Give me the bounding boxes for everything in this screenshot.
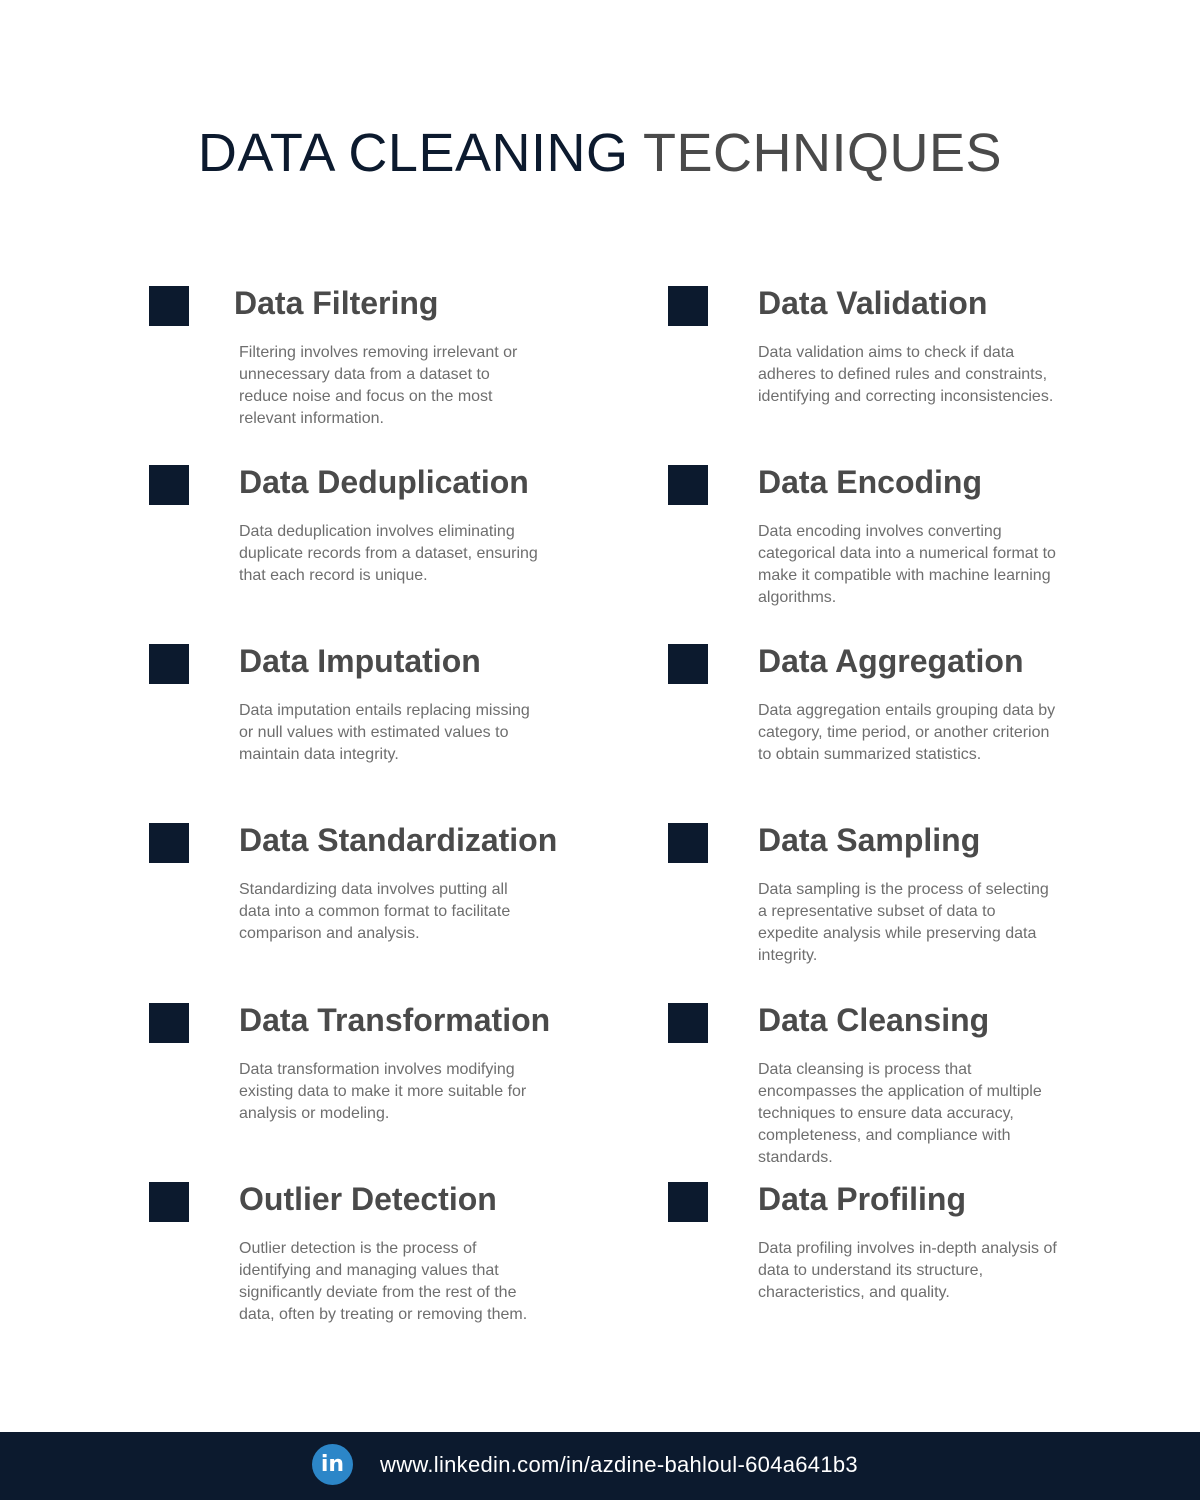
- square-bullet-icon: [668, 823, 708, 863]
- technique-heading: Data Deduplication: [239, 464, 529, 500]
- technique-description: Data sampling is the process of selecting a representative subset of data to expedite analysis while preserving data integrity.: [758, 881, 1049, 964]
- technique-heading: Data Transformation: [239, 1002, 551, 1038]
- technique-description: Data transformation involves modifying existing data to make it more suitable for analysis or modeling.: [239, 1061, 527, 1122]
- square-bullet-icon: [668, 1003, 708, 1043]
- technique-heading: Data Sampling: [758, 822, 981, 858]
- technique-heading: Data Validation: [758, 285, 988, 321]
- square-bullet-icon: [149, 286, 189, 326]
- technique-description: Data deduplication involves eliminating duplicate records from a dataset, ensuring that each record is unique.: [239, 523, 538, 584]
- title-part-2: TECHNIQUES: [643, 123, 1003, 183]
- technique-heading: Data Cleansing: [758, 1002, 990, 1038]
- technique-description: Standardizing data involves putting all data into a common format to facilitate comparison and analysis.: [239, 881, 511, 942]
- footer-bar: [0, 1432, 1200, 1500]
- square-bullet-icon: [668, 465, 708, 505]
- technique-description: Filtering involves removing irrelevant or unnecessary data from a dataset to reduce noise and focus on the most relevant information.: [239, 344, 518, 427]
- square-bullet-icon: [668, 1182, 708, 1222]
- technique-description: Data aggregation entails grouping data by category, time period, or another criterion to obtain summarized statistics.: [758, 702, 1056, 763]
- page-title: [0, 118, 1200, 188]
- technique-description: Data validation aims to check if data adheres to defined rules and constraints, identifying and correcting inconsistencies.: [758, 344, 1054, 405]
- technique-heading: Data Aggregation: [758, 643, 1024, 679]
- technique-heading: Outlier Detection: [239, 1181, 497, 1217]
- technique-heading: Data Encoding: [758, 464, 983, 500]
- technique-heading: Data Profiling: [758, 1181, 967, 1217]
- square-bullet-icon: [149, 1182, 189, 1222]
- square-bullet-icon: [149, 644, 189, 684]
- technique-heading: Data Filtering: [234, 285, 439, 321]
- square-bullet-icon: [149, 1003, 189, 1043]
- square-bullet-icon: [149, 823, 189, 863]
- square-bullet-icon: [149, 465, 189, 505]
- technique-description: Data imputation entails replacing missing or null values with estimated values to maintain data integrity.: [239, 702, 530, 763]
- technique-description: Data profiling involves in-depth analysis of data to understand its structure, characteristics, and quality.: [758, 1240, 1057, 1301]
- title-part-1: DATA CLEANING: [197, 123, 629, 183]
- linkedin-icon[interactable]: in: [312, 1444, 353, 1485]
- technique-description: Outlier detection is the process of identifying and managing values that significantly deviate from the rest of the data, often by treating or removing them.: [239, 1240, 528, 1323]
- technique-heading: Data Imputation: [239, 643, 481, 679]
- square-bullet-icon: [668, 286, 708, 326]
- technique-heading: Data Standardization: [239, 822, 558, 858]
- linkedin-profile-link[interactable]: www.linkedin.com/in/azdine-bahloul-604a641b3: [380, 1452, 858, 1477]
- technique-description: Data encoding involves converting categorical data into a numerical format to make it compatible with machine learning algorithms.: [758, 523, 1056, 606]
- technique-description: Data cleansing is process that encompasses the application of multiple techniques to ensure data accuracy, completeness, and compliance with standards.: [758, 1061, 1042, 1166]
- square-bullet-icon: [668, 644, 708, 684]
